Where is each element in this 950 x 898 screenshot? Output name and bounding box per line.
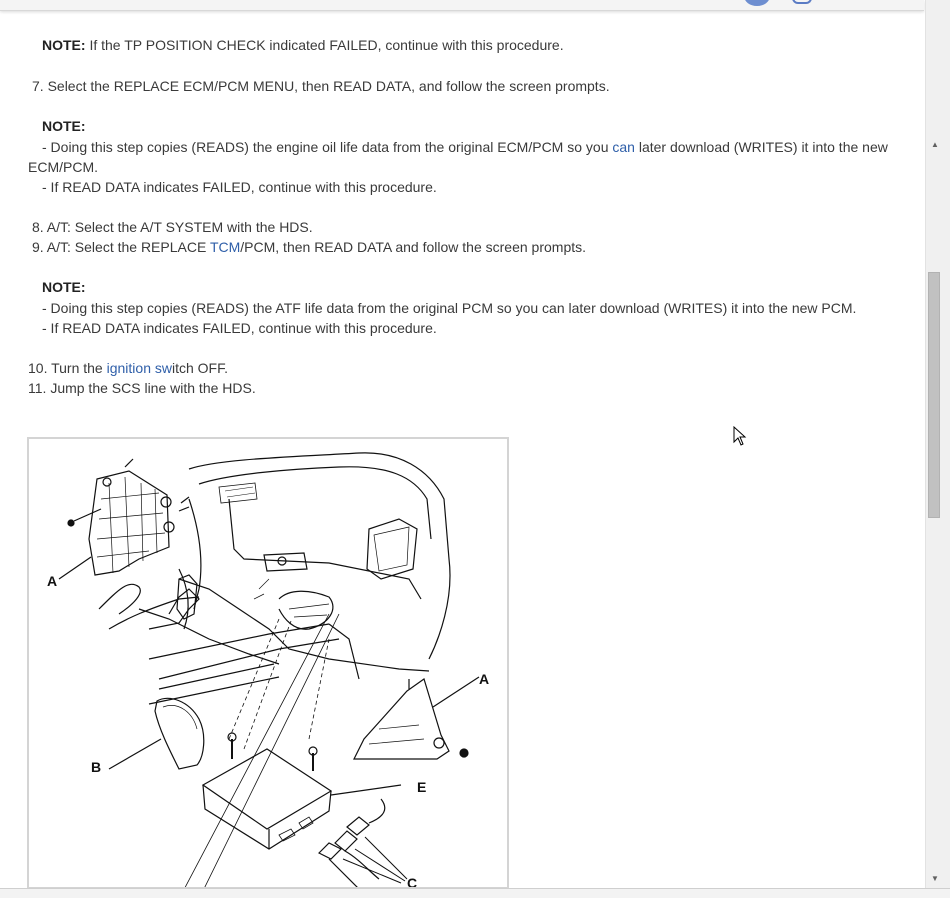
step-8: 8. A/T: Select the A/T SYSTEM with the HDS. <box>32 219 313 235</box>
note-bullet-text: - Doing this step copies (READS) the engine oil life data from the original ECM/PCM so you <box>42 139 613 155</box>
mouse-pointer-icon <box>733 426 747 446</box>
scroll-down-arrow-icon[interactable]: ▼ <box>931 874 939 883</box>
note-label: NOTE: <box>42 118 86 134</box>
glossary-link-tcm[interactable]: TCM <box>209 239 241 255</box>
callout-b: B <box>91 759 102 775</box>
note-text: If the TP POSITION CHECK indicated FAILED, continue with this procedure. <box>85 37 564 53</box>
scrollbar-thumb[interactable] <box>928 272 940 518</box>
step-text: 9. A/T: Select the REPLACE <box>32 239 210 255</box>
callout-e: E <box>417 779 427 795</box>
glossary-link-can[interactable]: can <box>612 139 635 155</box>
note-label: NOTE: <box>42 279 86 295</box>
note-bullet: - Doing this step copies (READS) the ATF life data from the original PCM so you can later download (WRITES) it into the new PCM. <box>42 300 857 316</box>
step-text: itch OFF. <box>171 360 228 376</box>
step-9 <box>32 239 586 255</box>
glossary-link-ignition-switch[interactable]: ignition sw <box>106 360 172 376</box>
dashboard-ecm-diagram <box>29 439 509 889</box>
step-10 <box>28 360 228 376</box>
callout-a-left: A <box>47 573 58 589</box>
callout-c: C <box>407 875 418 889</box>
note-bullet <box>42 139 888 155</box>
step-11: 11. Jump the SCS line with the HDS. <box>28 380 256 396</box>
step-7: 7. Select the REPLACE ECM/PCM MENU, then READ DATA, and follow the screen prompts. <box>32 78 610 94</box>
note-bullet-wrap: ECM/PCM. <box>28 159 98 175</box>
note-bullet-text: later download (WRITES) it into the new <box>634 139 888 155</box>
procedure-illustration <box>27 437 509 889</box>
step-text: 10. Turn the <box>28 360 107 376</box>
step-text: /PCM, then READ DATA and follow the screen prompts. <box>240 239 587 255</box>
note-bullet: - If READ DATA indicates FAILED, continue with this procedure. <box>42 179 437 195</box>
note-bullet: - If READ DATA indicates FAILED, continue with this procedure. <box>42 320 437 336</box>
callout-a-right: A <box>479 671 490 687</box>
note-label: NOTE: <box>42 37 86 53</box>
note-top <box>42 37 564 53</box>
scroll-up-arrow-icon[interactable]: ▲ <box>931 140 939 149</box>
